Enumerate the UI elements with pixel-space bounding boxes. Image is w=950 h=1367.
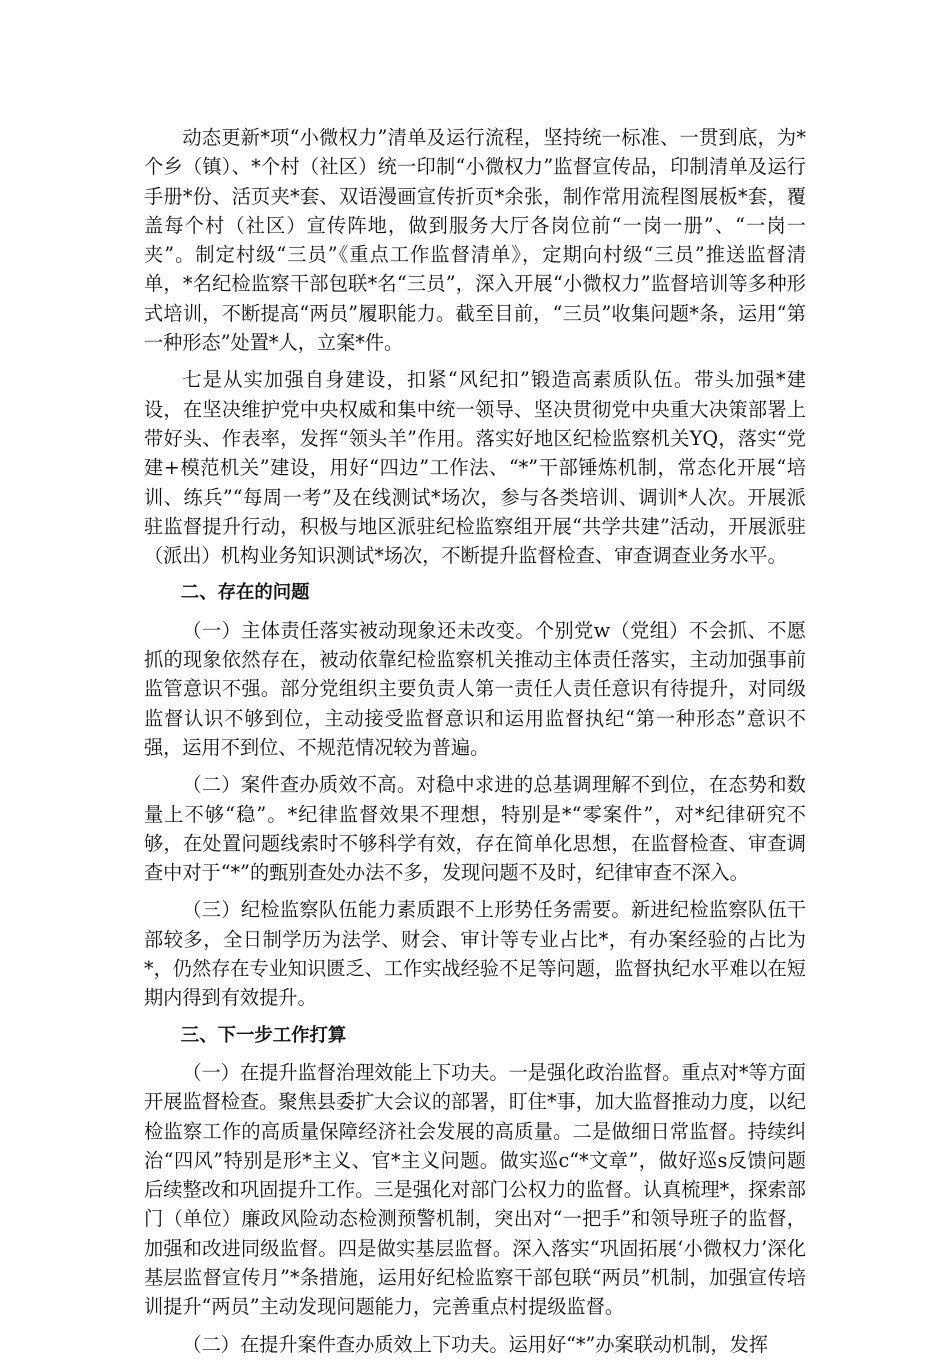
paragraph-next-step-2: （二）在提升案件查办质效上下功夫。运用好“*”办案联动机制，发挥 [182, 1332, 769, 1356]
section-heading-next-steps: 三、下一步工作打算 [180, 1024, 347, 1046]
paragraph-self-building: 七是从实加强自身建设，扣紧“风纪扣”锻造高素质队伍。带头加强*建设，在坚决维护党中央权威和集中统一领导、坚决贯彻党中央重大决策部署上带好头、作表率，发挥“领头羊”作用。落实好地区纪检监察机关YQ，落实“党建+模范机关”建设，用好“四边”工作法、“*”干部锤炼机制，常态化开展“培训、练兵”“每周一考”及在线测试*场次，参与各类培训、调训*人次。开展派驻监督提升行动，积极与地区派驻纪检监察组开展“共学共建”活动，开展派驻（派出）机构业务知识测试*场次，不断提升监督检查、审查调查业务水平。 [144, 368, 806, 568]
paragraph-problem-1: （一）主体责任落实被动现象还未改变。个别党w（党组）不会抓、不愿抓的现象依然存在，被动依靠纪检监察机关推动主体责任落实，主动加强事前监管意识不强。部分党组织主要负责人第一责任人责任意识有待提升，对同级监督认识不够到位，主动接受监督意识和运用监督执纪“第一种形态”意识不强，运用不到位、不规范情况较为普遍。 [144, 618, 806, 759]
paragraph-next-step-1: （一）在提升监督治理效能上下功夫。一是强化政治监督。重点对*等方面开展监督检查。聚焦县委扩大会议的部署，盯住*事，加大监督推动力度，以纪检监察工作的高质量保障经济社会发展的高质量。二是做细日常监督。持续纠治“四风”特别是形*主义、官*主义问题。做实巡c“*文章”，做好巡s反馈问题后续整改和巩固提升工作。三是强化对部门公权力的监督。认真梳理*，探索部门（单位）廉政风险动态检测预警机制，突出对“一把手”和领导班子的监督，加强和改进同级监督。四是做实基层监督。深入落实“巩固拓展‘小微权力’深化基层监督宣传月”*条措施，运用好纪检监察干部包联“两员”机制，加强宣传培训提升“两员”主动发现问题能力，完善重点村提级监督。 [144, 1060, 806, 1319]
document-body [144, 123, 806, 1367]
paragraph-problem-3: （三）纪检监察队伍能力素质跟不上形势任务需要。新进纪检监察队伍干部较多，全日制学历为法学、财会、审计等专业占比*，有办案经验的占比为*，仍然存在专业知识匮乏、工作实战经验不足等问题，监督执纪水平难以在短期内得到有效提升。 [144, 898, 806, 1010]
section-heading-problems: 二、存在的问题 [180, 582, 310, 604]
paragraph-small-power-list: 动态更新*项“小微权力”清单及运行流程，坚持统一标准、一贯到底，为*个乡（镇）、*个村（社区）统一印制“小微权力”监督宣传品，印制清单及运行手册*份、活页夹*套、双语漫画宣传折页*余张，制作常用流程图展板*套，覆盖每个村（社区）宣传阵地，做到服务大厅各岗位前“一岗一册”、“一岗一夹”。制定村级“三员”《重点工作监督清单》，定期向村级“三员”推送监督清单，*名纪检监察干部包联*名“三员”，深入开展“小微权力”监督培训等多种形式培训，不断提高“两员”履职能力。截至目前，“三员”收集问题*条，运用“第一种形态”处置*人，立案*件。 [144, 126, 806, 355]
paragraph-problem-2: （二）案件查办质效不高。对稳中求进的总基调理解不到位，在态势和数量上不够“稳”。*纪律监督效果不理想，特别是*“零案件”，对*纪律研究不够，在处置问题线索时不够科学有效，存在简单化思想，在监督检查、审查调查中对于“*”的甄别查处办法不多，发现问题不及时，纪律审查不深入。 [144, 773, 806, 885]
